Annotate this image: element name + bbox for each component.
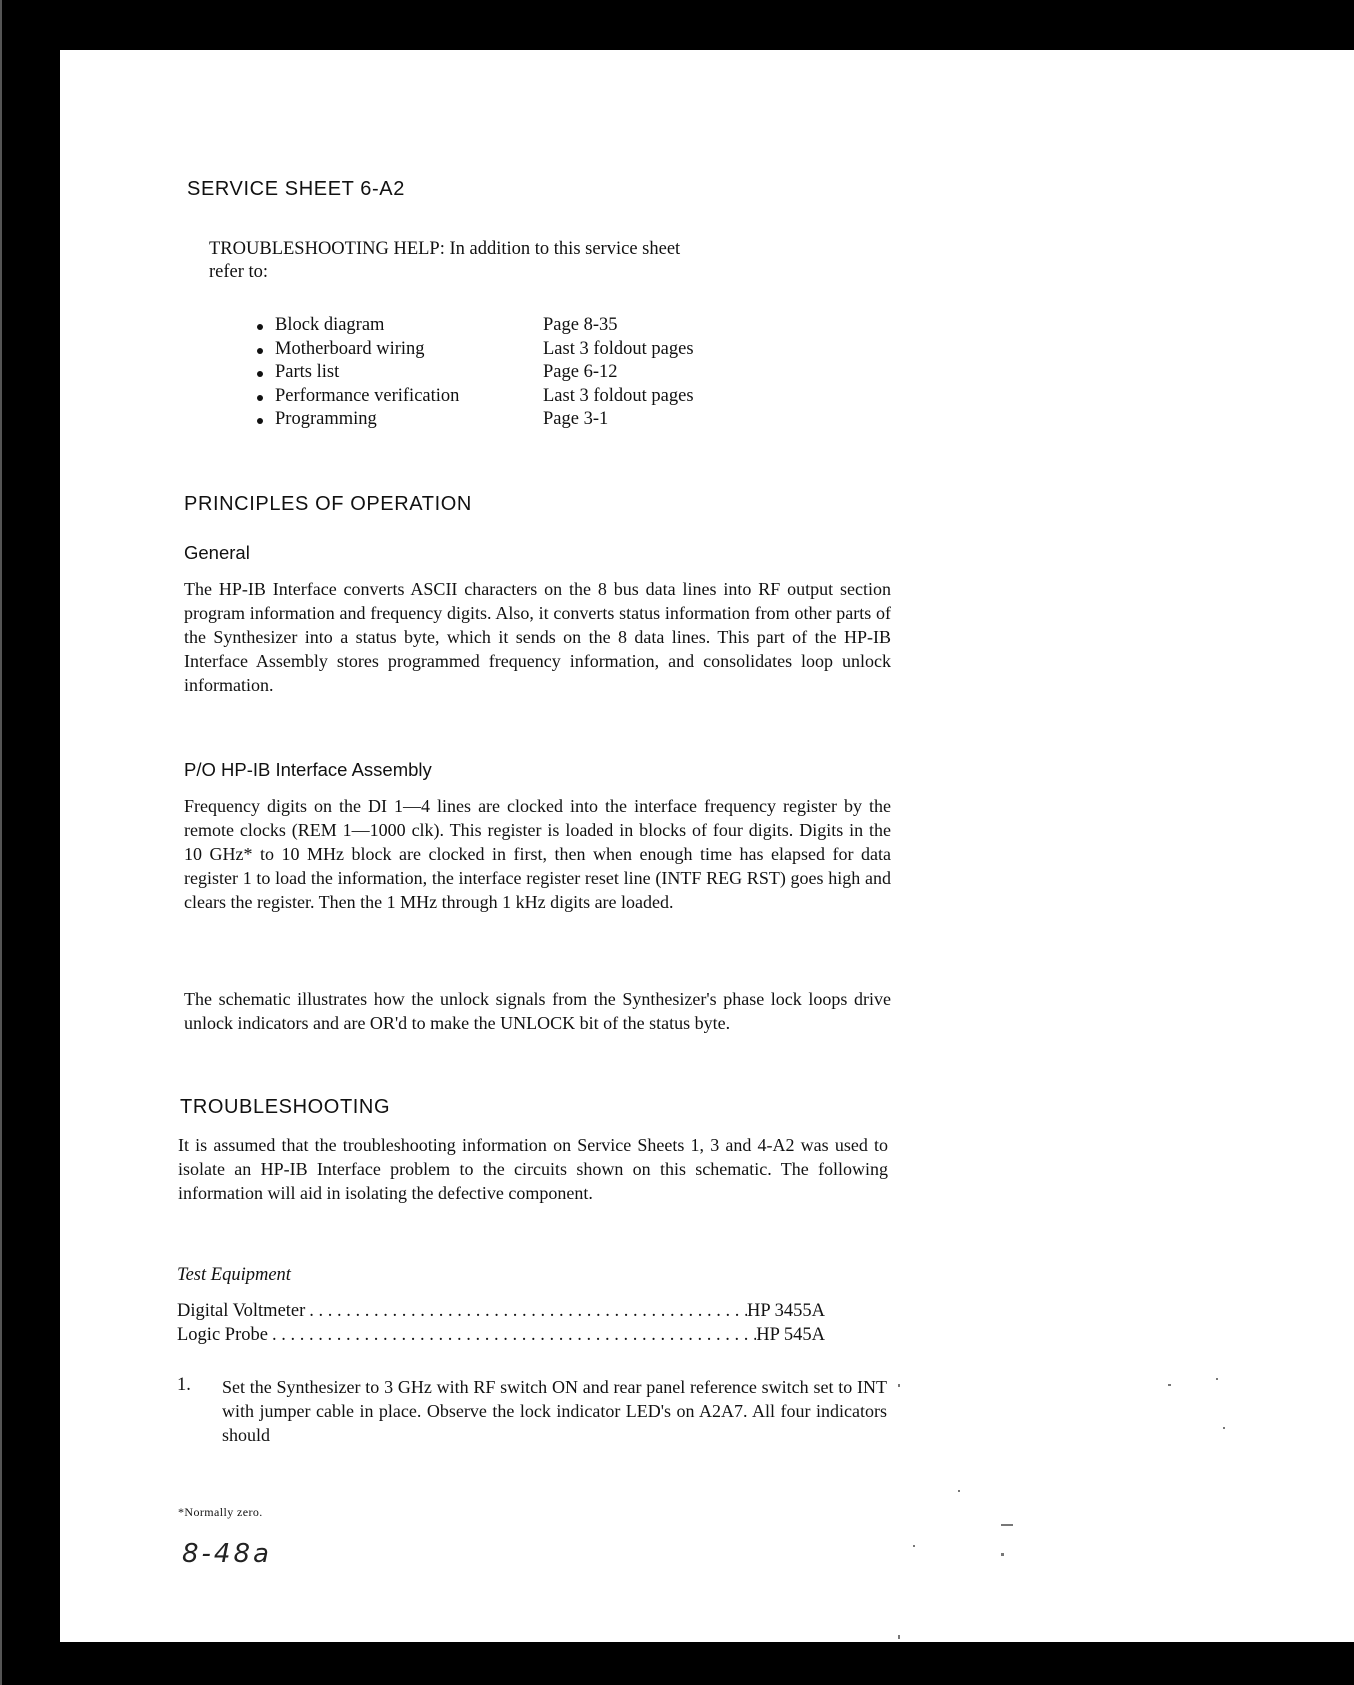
- footnote: *Normally zero.: [178, 1505, 263, 1519]
- principles-heading: PRINCIPLES OF OPERATION: [184, 493, 472, 515]
- troubleshooting-paragraph: [178, 1133, 888, 1205]
- reference-item-page: Last 3 foldout pages: [543, 386, 694, 406]
- scan-speck: [913, 1545, 915, 1547]
- interface-paragraph-2: [184, 987, 891, 1035]
- test-equipment-label: Test Equipment: [177, 1265, 291, 1285]
- general-paragraph: [184, 577, 891, 697]
- reference-item: [255, 339, 775, 363]
- scan-speck: [1216, 1378, 1218, 1380]
- help-intro-line2: refer to:: [209, 262, 269, 282]
- document-page: [60, 50, 1354, 1642]
- scan-speck: [1223, 1427, 1225, 1429]
- equipment-name: Digital Voltmeter: [177, 1301, 306, 1321]
- leader-dots: [305, 1301, 747, 1322]
- scan-speck: [958, 1490, 960, 1492]
- equipment-row: [177, 1325, 825, 1349]
- interface-text-1: Frequency digits on the DI 1—4 lines are clocked into the interface frequency register by the remote clocks (REM 1—1000 clk). This register is loaded in blocks of four digits. Digits in the 10 GHz* to 10 MHz block are clocked in first, then when enough time has elapsed for data register 1 to load the information, the interface register reset line (INTF REG RST) goes high and clears the register. Then the 1 MHz through 1 kHz digits are loaded.: [184, 796, 891, 912]
- equipment-row: [177, 1301, 825, 1325]
- scan-speck: [1001, 1553, 1004, 1556]
- scan-edge-line: [0, 0, 2, 1685]
- help-intro-line1: TROUBLESHOOTING HELP: In addition to this service sheet: [209, 239, 681, 259]
- interface-paragraph-1: [184, 794, 891, 914]
- general-subheading: General: [184, 542, 250, 563]
- step-1-text: Set the Synthesizer to 3 GHz with RF switch ON and rear panel reference switch set to INT with jumper cable in place. Observe the lock indicator LED's on A2A7. All four indicators should: [222, 1377, 887, 1445]
- troubleshooting-help-intro: [209, 238, 680, 284]
- equipment-model: HP 545A: [756, 1325, 825, 1345]
- reference-item-page: Page 3-1: [543, 409, 609, 429]
- reference-item-label: Motherboard wiring: [275, 339, 425, 359]
- leader-dots: [268, 1325, 756, 1346]
- reference-item: [255, 362, 775, 386]
- troubleshooting-text: It is assumed that the troubleshooting information on Service Sheets 1, 3 and 4-A2 was used to isolate an HP-IB Interface problem to the circuits shown on this schematic. The following information will aid in isolating the defective component.: [178, 1135, 888, 1203]
- scan-speck: [898, 1635, 900, 1639]
- reference-item: [255, 315, 775, 339]
- equipment-name: Logic Probe: [177, 1325, 268, 1345]
- step-1-paragraph: [222, 1375, 887, 1447]
- sheet-title: SERVICE SHEET 6-A2: [187, 178, 405, 200]
- page-number-handwritten: 8-48a: [182, 1539, 272, 1569]
- reference-item-label: Performance verification: [275, 386, 460, 406]
- reference-item: [255, 409, 775, 433]
- reference-item-label: Block diagram: [275, 315, 385, 335]
- step-1-number: 1.: [177, 1375, 191, 1395]
- reference-item-page: Page 8-35: [543, 315, 618, 335]
- scan-speck: [898, 1384, 900, 1387]
- reference-item: [255, 386, 775, 410]
- interface-text-2: The schematic illustrates how the unlock signals from the Synthesizer's phase lock loops drive unlock indicators and are OR'd to make the UNLOCK bit of the status byte.: [184, 989, 891, 1033]
- reference-item-page: Page 6-12: [543, 362, 618, 382]
- reference-item-label: Programming: [275, 409, 377, 429]
- scan-speck: [1001, 1524, 1013, 1526]
- reference-item-page: Last 3 foldout pages: [543, 339, 694, 359]
- scan-speck: [1168, 1384, 1171, 1386]
- equipment-model: HP 3455A: [747, 1301, 825, 1321]
- reference-item-label: Parts list: [275, 362, 340, 382]
- general-text: The HP-IB Interface converts ASCII characters on the 8 bus data lines into RF output section program information and frequency digits. Also, it converts status information from other parts of the Synthesizer into a status byte, which it sends on the 8 data lines. This part of the HP-IB Interface Assembly stores programmed frequency information, and consolidates loop unlock information.: [184, 579, 891, 695]
- troubleshooting-heading: TROUBLESHOOTING: [180, 1096, 391, 1118]
- interface-subheading: P/O HP-IB Interface Assembly: [184, 759, 432, 780]
